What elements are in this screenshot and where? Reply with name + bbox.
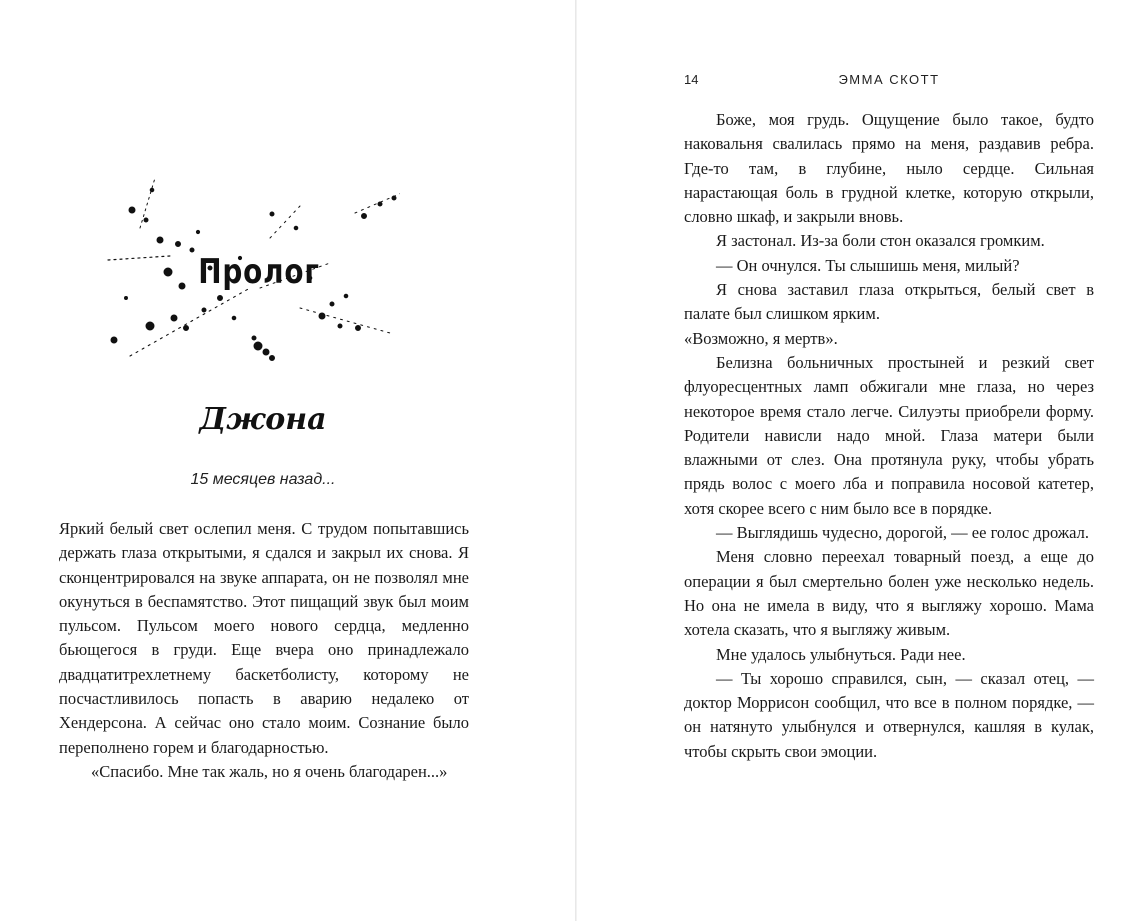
paragraph: «Возможно, я мертв».	[684, 328, 838, 348]
prolog-heading: Пролог	[198, 252, 320, 292]
paragraph: Я застонал. Из-за боли стон оказался громким.	[716, 231, 1045, 251]
right-page	[577, 0, 1146, 921]
paragraph: — Ты хорошо справился, сын, — сказал отец, — доктор Моррисон сообщил, что все в полном порядке, — он натянуто улыбнулся и отвернулся, кашляя в кулак, чтобы скрыть свои эмоции.	[684, 668, 1094, 761]
paragraph: Меня словно переехал товарный поезд, а еще до операции я был смертельно болен уже несколько недель. Но она не имела в виду, что я выгляжу хорошо. Мама хотела сказать, что я выгляжу живым.	[684, 547, 1094, 640]
running-head-author: ЭММА СКОТТ	[838, 72, 940, 87]
paragraph: Белизна больничных простыней и резкий свет флуоресцентных ламп обжигали мне глаза, но через некоторое время стало легче. Силуэты приобрели форму. Родители нависли надо мной. Глаза матери были влажными от слез. Она протянула руку, чтобы убрать прядь волос с моего лба и поправила носовой катетер, хотя скорее всего с ним было все в порядке.	[684, 352, 1094, 518]
left-body-text	[59, 517, 469, 784]
running-header	[684, 72, 1094, 90]
paragraph: — Он очнулся. Ты слышишь меня, милый?	[716, 255, 1020, 275]
paragraph: Я снова заставил глаза открыться, белый свет в палате был слишком ярким.	[684, 280, 1094, 324]
paragraph: — Выглядишь чудесно, дорогой, — ее голос дрожал.	[716, 523, 1090, 543]
paragraph: Мне удалось улыбнуться. Ради нее.	[716, 644, 966, 664]
page-number: 14	[684, 72, 699, 87]
time-note: 15 месяцев назад...	[190, 471, 336, 488]
paragraph: Боже, моя грудь. Ощущение было такое, будто наковальня свалилась прямо на меня, раздавив ребра. Где-то там, в глубине, ныло сердце. Сильная нарастающая боль в грудной клетке, которую открыли, словно шкаф, и закрыли вновь.	[684, 110, 1094, 227]
right-body-text	[684, 108, 1094, 764]
paragraph: «Спасибо. Мне так жаль, но я очень благодарен...»	[91, 761, 448, 781]
chapter-character-name: Джона	[199, 402, 327, 437]
paragraph: Яркий белый свет ослепил меня. С трудом попытавшись держать глаза открытыми, я сдался и закрыл их снова. Я сконцентрировался на звуке аппарата, он не позволял мне окунуться в беспамятство. Этот пищащий звук был моим пульсом. Пульсом моего нового сердца, медленно бьющегося в груди. Еще вчера оно принадлежало двадцатитрехлетнему баскетболисту, которому не посчастливилось попасть в аварию недалеко от Хендерсона. А сейчас оно стало моим. Сознание было переполнено горем и благодарностью.	[59, 519, 469, 757]
